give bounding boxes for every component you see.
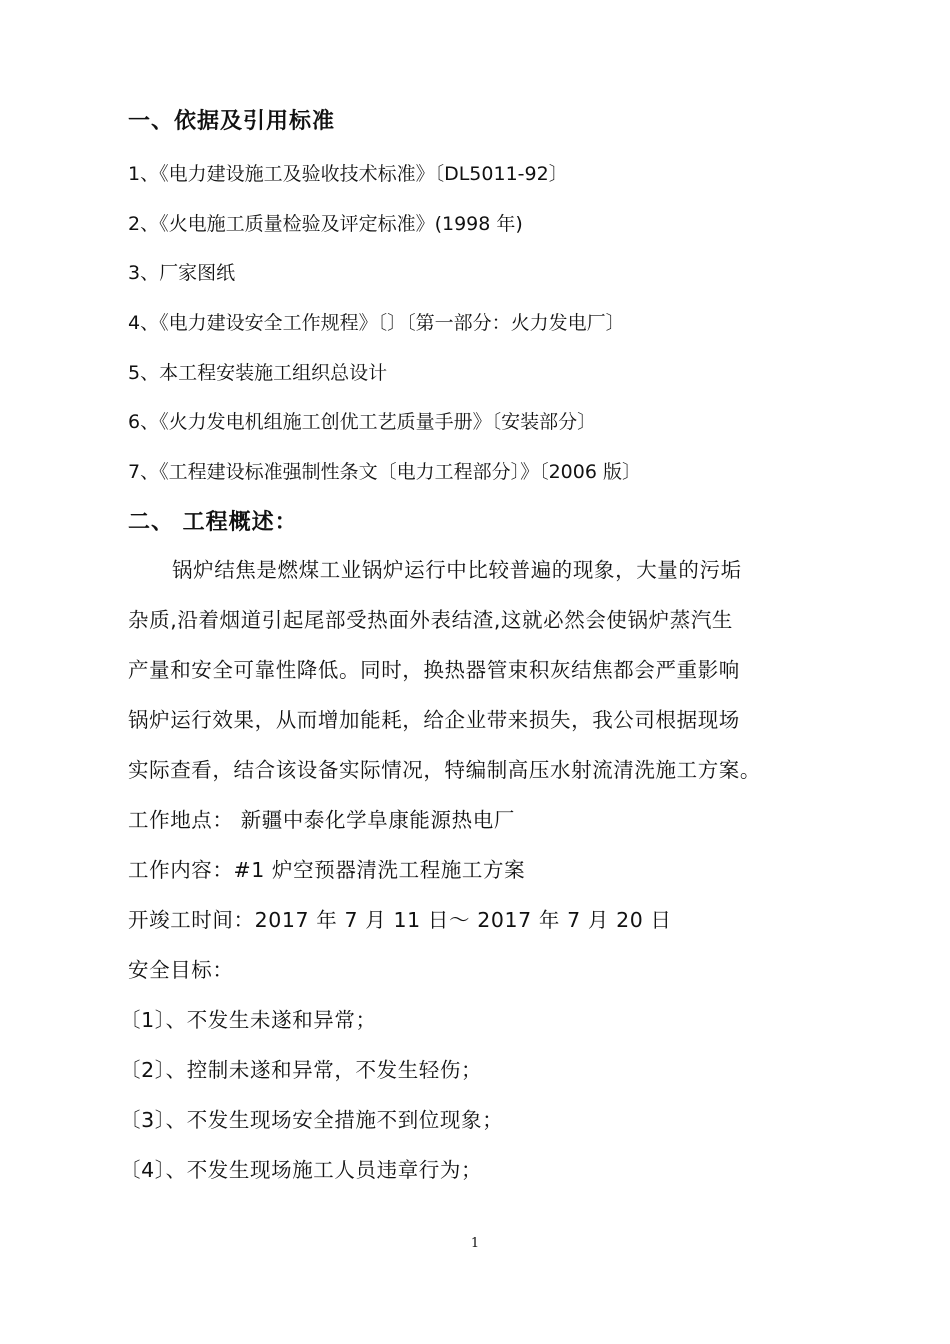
standard-item: 6、《火力发电机组施工创优工艺质量手册》〔安装部分〕	[128, 411, 597, 433]
work-time: 开竣工时间：2017 年 7 月 11 日～ 2017 年 7 月 20 日	[128, 908, 672, 932]
paragraph-line: 杂质,沿着烟道引起尾部受热面外表结渣,这就必然会使锅炉蒸汽生	[128, 608, 734, 632]
safety-item: 〔2〕、控制未遂和异常，不发生轻伤；	[120, 1058, 483, 1082]
work-location: 工作地点： 新疆中泰化学阜康能源热电厂	[128, 808, 515, 832]
safety-item: 〔1〕、不发生未遂和异常；	[120, 1008, 377, 1032]
section1-heading: 一、依据及引用标准	[128, 109, 336, 134]
paragraph-line: 产量和安全可靠性降低。同时，换热器管束积灰结焦都会严重影响	[128, 658, 740, 682]
standard-item: 7、《工程建设标准强制性条文〔电力工程部分〕》〔2006 版〕	[128, 461, 641, 483]
safety-item: 〔4〕、不发生现场施工人员违章行为；	[120, 1158, 483, 1182]
standard-item: 4、《电力建设安全工作规程》〔〕〔第一部分：火力发电厂〕	[128, 312, 625, 334]
section2-heading: 二、 工程概述：	[128, 510, 298, 535]
standard-item: 3、厂家图纸	[128, 262, 236, 284]
paragraph-line: 实际查看，结合该设备实际情况，特编制高压水射流清洗施工方案。	[128, 758, 761, 782]
safety-goals-label: 安全目标：	[128, 958, 234, 982]
paragraph-line: 锅炉结焦是燃煤工业锅炉运行中比较普遍的现象，大量的污垢	[172, 558, 742, 582]
paragraph-line: 锅炉运行效果，从而增加能耗，给企业带来损失，我公司根据现场	[128, 708, 740, 732]
standard-item: 2、《火电施工质量检验及评定标准》(1998 年)	[128, 213, 523, 235]
work-content: 工作内容：#1 炉空预器清洗工程施工方案	[128, 858, 526, 882]
standard-item: 1、《电力建设施工及验收技术标准》〔DL5011-92〕	[128, 163, 568, 185]
page-number: 1	[470, 1236, 480, 1251]
safety-item: 〔3〕、不发生现场安全措施不到位现象；	[120, 1108, 504, 1132]
standard-item: 5、本工程安装施工组织总设计	[128, 362, 388, 384]
